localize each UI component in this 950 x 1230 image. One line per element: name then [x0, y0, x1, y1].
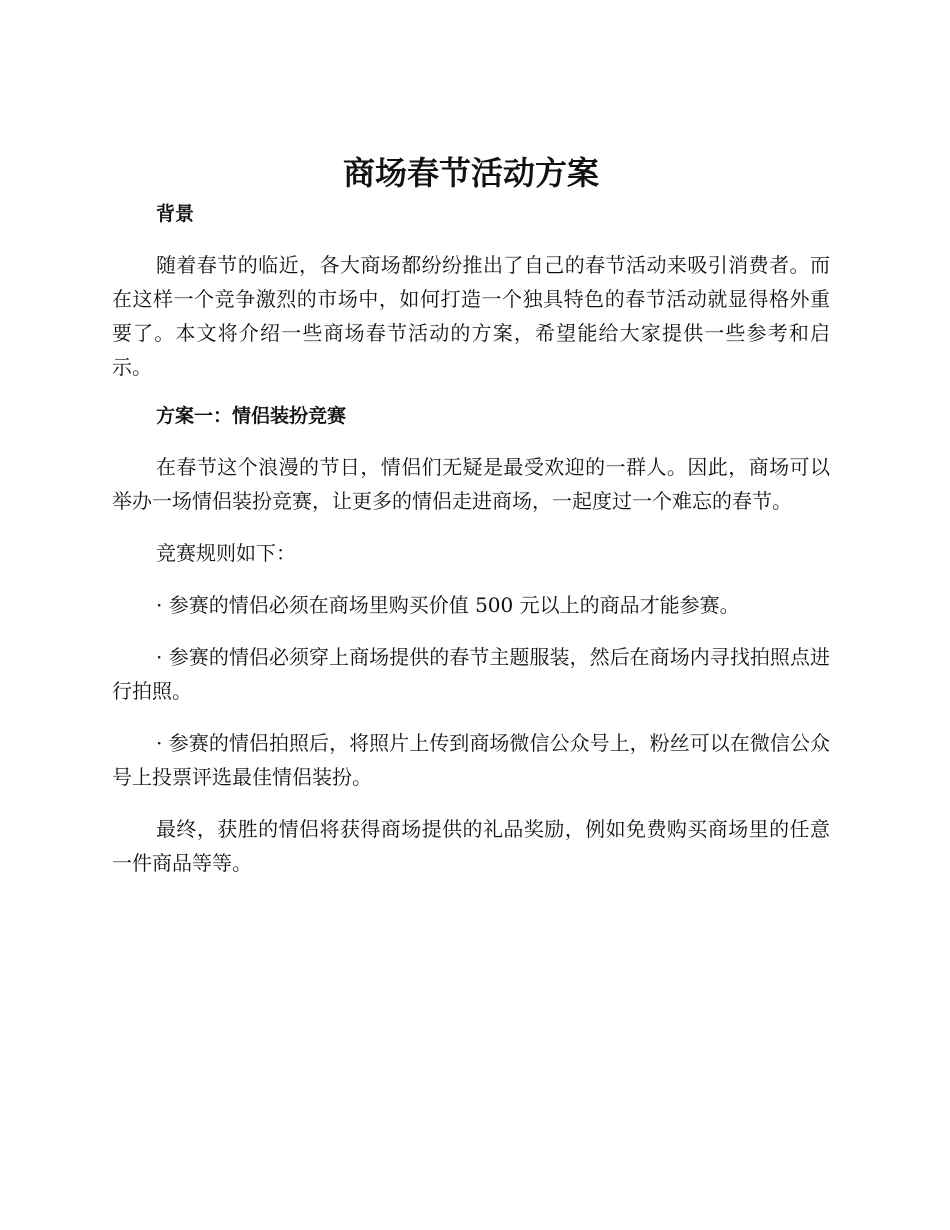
rule-item-1: · 参赛的情侣必须在商场里购买价值 500 元以上的商品才能参赛。	[156, 593, 740, 617]
plan-one-intro-paragraph: 在春节这个浪漫的节日，情侣们无疑是最受欢迎的一群人。因此，商场可以举办一场情侣装扮竞赛，让更多的情侣走进商场，一起度过一个难忘的春节。	[112, 455, 830, 513]
conclusion-paragraph: 最终，获胜的情侣将获得商场提供的礼品奖励，例如免费购买商场里的任意一件商品等等。	[112, 817, 830, 875]
document-title: 商场春节活动方案	[342, 154, 599, 192]
rule-item-3: · 参赛的情侣拍照后，将照片上传到商场微信公众号上，粉丝可以在微信公众号上投票评选最佳情侣装扮。	[112, 731, 830, 789]
section-heading-background: 背景	[156, 203, 195, 225]
document-page	[112, 150, 830, 898]
section-heading-plan-one: 方案一：情侣装扮竞赛	[156, 405, 347, 427]
rule-item-2: · 参赛的情侣必须穿上商场提供的春节主题服装，然后在商场内寻找拍照点进行拍照。	[112, 645, 830, 703]
background-paragraph: 随着春节的临近，各大商场都纷纷推出了自己的春节活动来吸引消费者。而在这样一个竞争激烈的市场中，如何打造一个独具特色的春节活动就显得格外重要了。本文将介绍一些商场春节活动的方案，希望能给大家提供一些参考和启示。	[112, 253, 830, 379]
rules-lead-paragraph: 竞赛规则如下：	[156, 541, 296, 565]
